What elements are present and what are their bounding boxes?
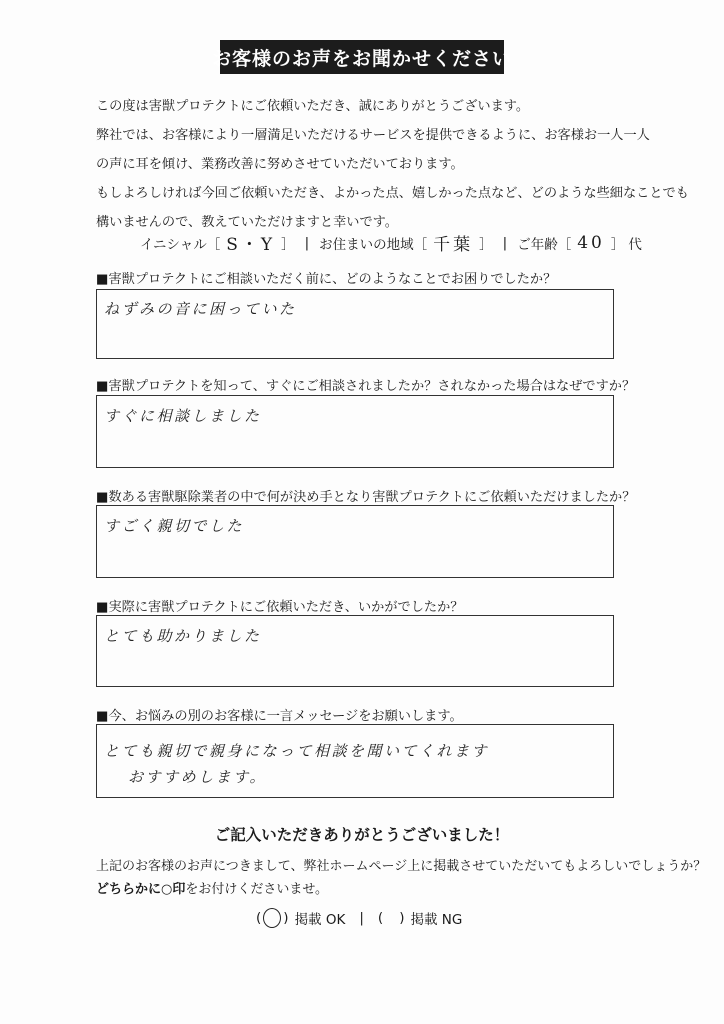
publication-choice [256, 908, 462, 928]
question-4-label: ■実際に害獣プロテクトにご依頼いただき、いかがでしたか？ [96, 600, 464, 615]
initial-label: イニシャル [140, 236, 207, 253]
separator: | [502, 234, 508, 251]
separator: | [304, 234, 310, 251]
publication-permission [96, 855, 706, 901]
initial-value: S・Y [226, 235, 276, 255]
question-1-label: ■害獣プロテクトにご相談いただく前に、どのようなことでお困りでしたか？ [96, 272, 557, 287]
intro-text [96, 94, 689, 235]
bracket-open: ［ [413, 236, 428, 253]
answer-4-text: とても助かりました [104, 627, 262, 645]
choice-separator: | [359, 910, 364, 926]
question-2-label: ■害獣プロテクトを知って、すぐにご相談されましたか？されなかった場合はなぜですか？ [96, 379, 636, 394]
question-5-label: ■今、お悩みの別のお客様に一言メッセージをお願いします。 [96, 709, 463, 724]
permission-question: 上記のお客様のお声につきまして、弊社ホームページ上に掲載させていただいてもよろしいでしょうか？ [96, 859, 707, 874]
thank-you-message: ご記入いただきありがとうございました！ [214, 826, 510, 844]
ng-paren-open: ( [377, 910, 384, 926]
ok-circle-mark [263, 908, 281, 928]
bracket-close: ］ [281, 236, 295, 253]
intro-line: 構いませんので、教えていただけますと幸いです。 [96, 215, 398, 230]
ok-paren-open: ( [256, 910, 262, 926]
permission-instruction: をお付けくださいませ。 [185, 882, 328, 897]
age-suffix: 代 [628, 236, 642, 253]
intro-line: もしよろしければ今回ご依頼いただき、よかった点、嬉しかった点など、どのような些細なことでも [96, 186, 689, 201]
answer-5-line1: とても親切で親身になって相談を聞いてくれます [104, 742, 490, 760]
intro-line: この度は害獣プロテクトにご依頼いただき、誠にありがとうございます。 [96, 99, 530, 114]
intro-line: の声に耳を傾け、業務改善に努めさせていただいております。 [96, 157, 464, 172]
region-value: 千葉 [433, 235, 474, 255]
respondent-info [140, 230, 642, 255]
publish-ok-option[interactable]: 掲載 OK [294, 912, 346, 928]
bracket-close: ］ [610, 236, 625, 253]
answer-3-text: すごく親切でした [104, 517, 245, 535]
form-title: お客様のお声をお聞かせください [220, 40, 504, 74]
answer-2-text: すぐに相談しました [104, 407, 262, 425]
answer-5-line2: おすすめします。 [128, 768, 267, 786]
bracket-open: ［ [206, 236, 221, 253]
permission-instruction-bold: どちらかに○印 [96, 882, 186, 897]
answer-1-text: ねずみの音に困っていた [104, 300, 297, 318]
ok-paren-close: ) [283, 910, 289, 926]
age-label: ご年齢 [517, 236, 558, 253]
region-label: お住まいの地域 [319, 236, 414, 253]
bracket-open: ［ [557, 236, 572, 253]
publish-ng-option[interactable]: 掲載 NG [410, 912, 463, 928]
bracket-close: ］ [479, 236, 493, 253]
question-3-label: ■数ある害獣駆除業者の中で何が決め手となり害獣プロテクトにご依頼いただけましたか？ [96, 490, 636, 505]
intro-line: 弊社では、お客様により一層満足いただけるサービスを提供できるように、お客様お一人一人 [96, 128, 650, 143]
age-value: 40 [577, 232, 605, 253]
ng-paren-close: ) [399, 910, 405, 926]
